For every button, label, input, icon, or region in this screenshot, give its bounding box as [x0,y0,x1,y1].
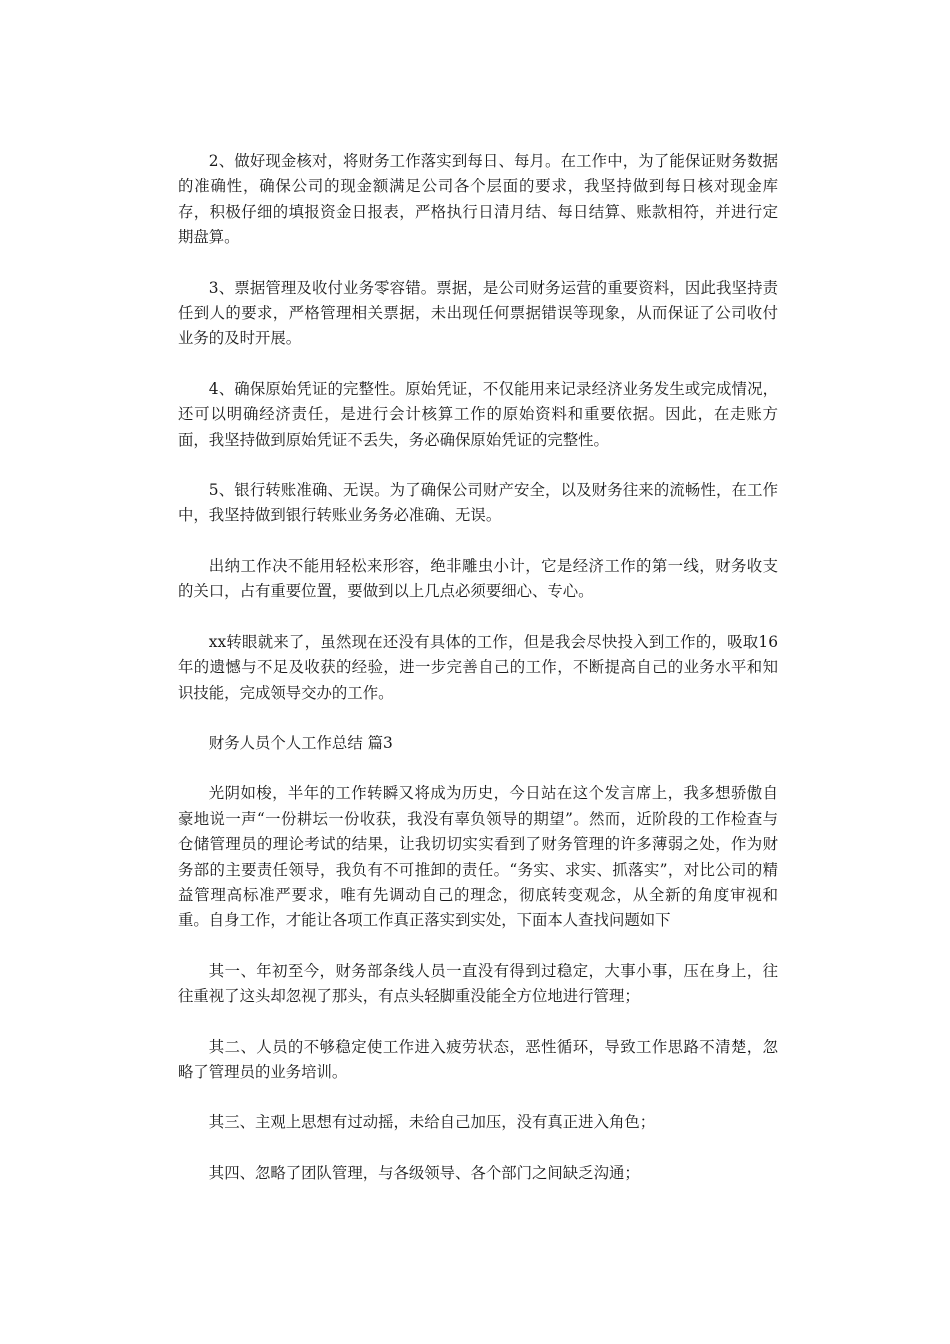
document-body [178,149,778,1211]
paragraph-bank-transfer: 5、银行转账准确、无误。为了确保公司财产安全，以及财务往来的流畅性，在工作中，我坚持做到银行转账业务务必准确、无误。 [178,481,778,525]
paragraph-cash-check: 2、做好现金核对，将财务工作落实到每日、每月。在工作中，为了能保证财务数据的准确性，确保公司的现金额满足公司各个层面的要求，我坚持做到每日核对现金库存，积极仔细的填报资金日报表，严格执行日清月结、每日结算、账款相符，并进行定期盘算。 [178,152,778,247]
section-heading: 财务人员个人工作总结 篇3 [208,733,393,752]
paragraph-issue-four: 其四、忽略了团队管理，与各级领导、各个部门之间缺乏沟通； [208,1163,640,1182]
paragraph-future-plan: xx转眼就来了，虽然现在还没有具体的工作，但是我会尽快投入到工作的，吸取16年的遗憾与不足及收获的经验，进一步完善自己的工作，不断提高自己的业务水平和知识技能，完成领导交办的工作。 [178,632,778,702]
paragraph-bill-management: 3、票据管理及收付业务零容错。票据，是公司财务运营的重要资料，因此我坚持责任到人的要求，严格管理相关票据，未出现任何票据错误等现象，从而保证了公司收付业务的及时开展。 [178,278,778,348]
paragraph-original-vouchers: 4、确保原始凭证的完整性。原始凭证，不仅能用来记录经济业务发生或完成情况，还可以明确经济责任，是进行会计核算工作的原始资料和重要依据。因此，在走账方面，我坚持做到原始凭证不丢失，务必确保原始凭证的完整性。 [178,379,778,449]
paragraph-cashier-work: 出纳工作决不能用轻松来形容，绝非雕虫小计，它是经济工作的第一线，财务收支的关口，占有重要位置，要做到以上几点必须要细心、专心。 [178,556,778,601]
paragraph-issue-three: 其三、主观上思想有过动摇，未给自己加压，没有真正进入角色； [208,1113,656,1132]
paragraph-section-intro: 光阴如梭，半年的工作转瞬又将成为历史，今日站在这个发言席上，我多想骄傲自豪地说一声“一份耕坛一份收获，我没有辜负领导的期望”。然而，近阶段的工作检查与仓储管理员的理论考试的结果，让我切切实实看到了财务管理的许多薄弱之处，作为财务部的主要责任领导，我负有不可推卸的责任。“务实、求实、抓落实”，对比公司的精益管理高标准严要求，唯有先调动自己的理念，彻底转变观念，从全新的角度审视和重。自身工作，才能让各项工作真正落实到实处，下面本人查找问题如下 [178,784,778,930]
paragraph-issue-two: 其二、人员的不够稳定使工作进入疲劳状态，恶性循环，导致工作思路不清楚，忽略了管理员的业务培训。 [178,1037,778,1081]
paragraph-issue-one: 其一、年初至今，财务部条线人员一直没有得到过稳定，大事小事，压在身上，往往重视了这头却忽视了那头，有点头轻脚重没能全方位地进行管理； [178,961,778,1006]
